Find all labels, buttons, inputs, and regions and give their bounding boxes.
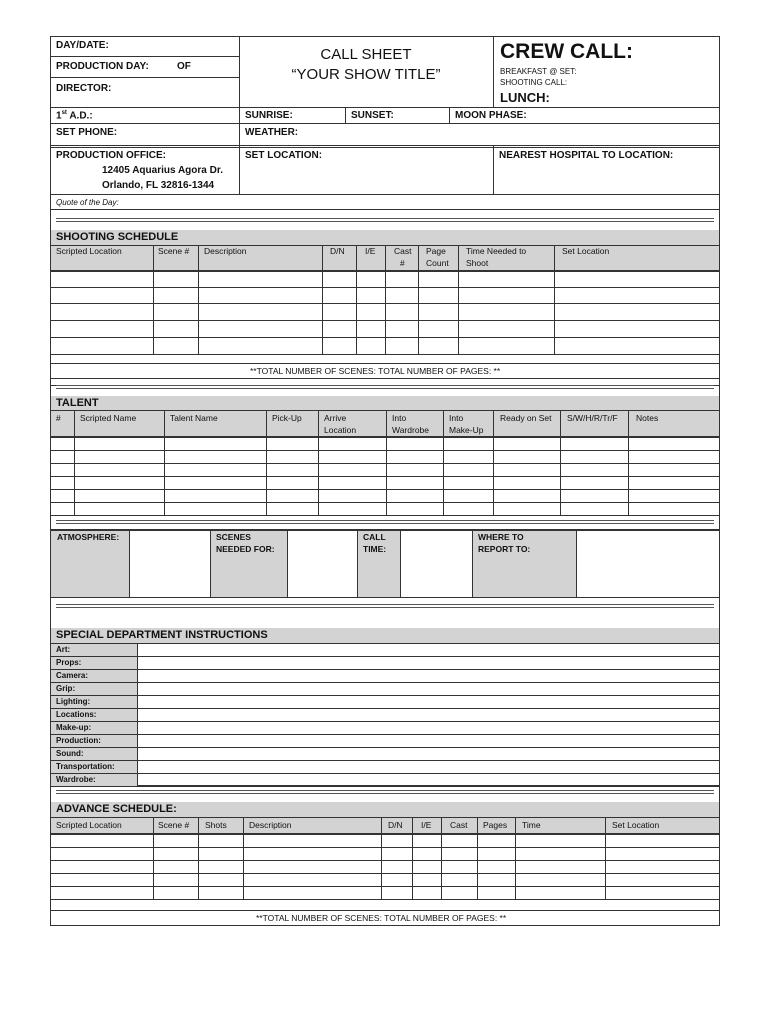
col-scene-num: Scene # bbox=[158, 246, 190, 256]
adv-col-scene-num: Scene # bbox=[158, 820, 190, 830]
divider bbox=[50, 147, 720, 148]
dept-label-locations: Locations: bbox=[56, 710, 97, 719]
dept-label-lighting: Lighting: bbox=[56, 697, 91, 706]
crew-call-label: CREW CALL: bbox=[500, 40, 633, 63]
office-address-line2: Orlando, FL 32816-1344 bbox=[102, 180, 215, 191]
divider bbox=[493, 145, 494, 195]
grid-row-line bbox=[51, 410, 719, 411]
dept-label-wardrobe: Wardrobe: bbox=[56, 775, 96, 784]
set-phone-label: SET PHONE: bbox=[56, 127, 118, 138]
call-label: CALL bbox=[363, 532, 386, 542]
breakfast-label: BREAKFAST @ SET: bbox=[500, 67, 577, 76]
grid-row-line bbox=[51, 656, 719, 657]
col-talent-num: # bbox=[56, 413, 61, 423]
double-rule bbox=[56, 520, 714, 524]
production-office-label: PRODUCTION OFFICE: bbox=[56, 150, 166, 161]
divider bbox=[50, 145, 720, 146]
grid-row-line bbox=[51, 437, 719, 438]
sunset-label: SUNSET: bbox=[351, 110, 394, 121]
dept-label-makeup: Make-up: bbox=[56, 723, 92, 732]
col-scripted-location: Scripted Location bbox=[56, 246, 122, 256]
col-set-location: Set Location bbox=[562, 246, 610, 256]
talent-header-row bbox=[51, 410, 719, 437]
adv-col-scripted-location: Scripted Location bbox=[56, 820, 122, 830]
talent-title: TALENT bbox=[51, 396, 719, 411]
double-rule bbox=[56, 604, 714, 608]
col-into-wardrobe: Into bbox=[392, 413, 407, 423]
dept-label-camera: Camera: bbox=[56, 671, 89, 680]
adv-col-description: Description bbox=[249, 820, 292, 830]
dept-label-transportation: Transportation: bbox=[56, 762, 115, 771]
time-label: TIME: bbox=[363, 544, 387, 554]
grid-row-line bbox=[51, 669, 719, 670]
grid-row-line bbox=[51, 489, 719, 490]
col-page: Page bbox=[426, 246, 446, 256]
col-makeup: Make-Up bbox=[449, 425, 484, 435]
adv-col-ie: I/E bbox=[421, 820, 432, 830]
col-pickup: Pick-Up bbox=[272, 413, 302, 423]
sunrise-label: SUNRISE: bbox=[245, 110, 293, 121]
col-ie: I/E bbox=[365, 246, 376, 256]
adv-col-set-location: Set Location bbox=[612, 820, 660, 830]
col-time-needed: Time Needed to bbox=[466, 246, 527, 256]
grid-row-line bbox=[51, 378, 719, 379]
col-wardrobe: Wardrobe bbox=[392, 425, 430, 435]
grid-row-line bbox=[51, 708, 719, 709]
grid-row-line bbox=[51, 760, 719, 761]
col-count: Count bbox=[426, 258, 449, 268]
divider bbox=[345, 107, 346, 123]
grid-row-line bbox=[51, 271, 719, 272]
col-arrive: Arrive bbox=[324, 413, 347, 423]
grid-row-line bbox=[51, 450, 719, 451]
of-label: OF bbox=[177, 61, 191, 72]
adv-col-dn: D/N bbox=[388, 820, 403, 830]
col-ready-on-set: Ready on Set bbox=[500, 413, 552, 423]
quote-label: Quote of the Day: bbox=[56, 198, 119, 207]
col-talent-name: Talent Name bbox=[170, 413, 218, 423]
advance-schedule-title: ADVANCE SCHEDULE: bbox=[51, 802, 719, 817]
col-swhrtrf: S/W/H/R/Tr/F bbox=[567, 413, 618, 423]
grid-row-line bbox=[51, 721, 719, 722]
dept-label-sound: Sound: bbox=[56, 749, 84, 758]
atmosphere-label: ATMOSPHERE: bbox=[57, 532, 120, 542]
report-to-label: REPORT TO: bbox=[478, 544, 531, 554]
scenes-label: SCENES bbox=[216, 532, 251, 542]
grid-row-line bbox=[51, 320, 719, 321]
col-into-makeup: Into bbox=[449, 413, 464, 423]
grid-column-line bbox=[137, 643, 138, 785]
col-description: Description bbox=[204, 246, 247, 256]
first-ad-label: 1st A.D.: bbox=[56, 110, 93, 122]
grid-row-line bbox=[51, 695, 719, 696]
day-date-label: DAY/DATE: bbox=[56, 40, 109, 51]
director-label: DIRECTOR: bbox=[56, 83, 112, 94]
grid-row-line bbox=[51, 834, 719, 835]
special-instructions-title: SPECIAL DEPARTMENT INSTRUCTIONS bbox=[51, 628, 719, 643]
grid-row-line bbox=[51, 337, 719, 338]
set-location-label: SET LOCATION: bbox=[245, 150, 323, 161]
grid-row-line bbox=[51, 886, 719, 887]
nearest-hospital-label: NEAREST HOSPITAL TO LOCATION: bbox=[499, 150, 674, 161]
show-title: “YOUR SHOW TITLE” bbox=[291, 66, 441, 83]
grid-row-line bbox=[51, 773, 719, 774]
divider bbox=[50, 107, 720, 108]
advance-total: **TOTAL NUMBER OF SCENES: TOTAL NUMBER OF PAGES: ** bbox=[256, 913, 507, 923]
grid-row-line bbox=[51, 476, 719, 477]
col-cast: Cast bbox=[394, 246, 412, 256]
grid-row-line bbox=[51, 515, 719, 516]
special-section-frame bbox=[50, 598, 720, 786]
adv-col-shots: Shots bbox=[205, 820, 227, 830]
grid-row-line bbox=[51, 287, 719, 288]
adv-col-cast: Cast bbox=[450, 820, 468, 830]
dept-label-production: Production: bbox=[56, 736, 101, 745]
grid-row-line bbox=[51, 747, 719, 748]
quote-row bbox=[50, 195, 720, 210]
moon-phase-label: MOON PHASE: bbox=[455, 110, 527, 121]
grid-row-line bbox=[51, 643, 719, 644]
grid-row-line bbox=[51, 817, 719, 818]
weather-label: WEATHER: bbox=[245, 127, 299, 138]
divider bbox=[493, 36, 494, 107]
dept-label-art: Art: bbox=[56, 645, 71, 654]
grid-row-line bbox=[51, 682, 719, 683]
call-sheet-title: CALL SHEET bbox=[320, 46, 412, 63]
needed-for-label: NEEDED FOR: bbox=[216, 544, 275, 554]
dept-label-grip: Grip: bbox=[56, 684, 76, 693]
grid-row-line bbox=[51, 847, 719, 848]
grid-row-line bbox=[51, 910, 719, 911]
col-shoot: Shoot bbox=[466, 258, 489, 268]
shooting-total: **TOTAL NUMBER OF SCENES: TOTAL NUMBER OF PAGES: ** bbox=[250, 366, 501, 376]
office-address-line1: 12405 Aquarius Agora Dr. bbox=[102, 165, 223, 176]
col-notes: Notes bbox=[636, 413, 659, 423]
shooting-call-label: SHOOTING CALL: bbox=[500, 78, 568, 87]
grid-row-line bbox=[51, 899, 719, 900]
grid-row-line bbox=[51, 734, 719, 735]
divider bbox=[50, 77, 239, 78]
divider bbox=[50, 56, 239, 57]
grid-row-line bbox=[51, 873, 719, 874]
divider bbox=[449, 107, 450, 123]
col-scripted-name: Scripted Name bbox=[80, 413, 137, 423]
grid-row-line bbox=[51, 363, 719, 364]
col-cast-num: # bbox=[400, 258, 405, 268]
grid-row-line bbox=[51, 354, 719, 355]
grid-row-line bbox=[51, 860, 719, 861]
col-location: Location bbox=[324, 425, 357, 435]
dept-label-props: Props: bbox=[56, 658, 82, 667]
shooting-schedule-title: SHOOTING SCHEDULE bbox=[51, 230, 719, 245]
grid-row-line bbox=[51, 303, 719, 304]
divider bbox=[50, 123, 720, 124]
adv-col-time: Time bbox=[522, 820, 541, 830]
lunch-label: LUNCH: bbox=[500, 90, 550, 105]
grid-row-line bbox=[51, 463, 719, 464]
production-day-label: PRODUCTION DAY: bbox=[56, 61, 149, 72]
grid-row-line bbox=[51, 502, 719, 503]
where-to-label: WHERE TO bbox=[478, 532, 524, 542]
grid-row-line bbox=[51, 245, 719, 246]
col-dn: D/N bbox=[330, 246, 345, 256]
adv-col-pages: Pages bbox=[483, 820, 508, 830]
